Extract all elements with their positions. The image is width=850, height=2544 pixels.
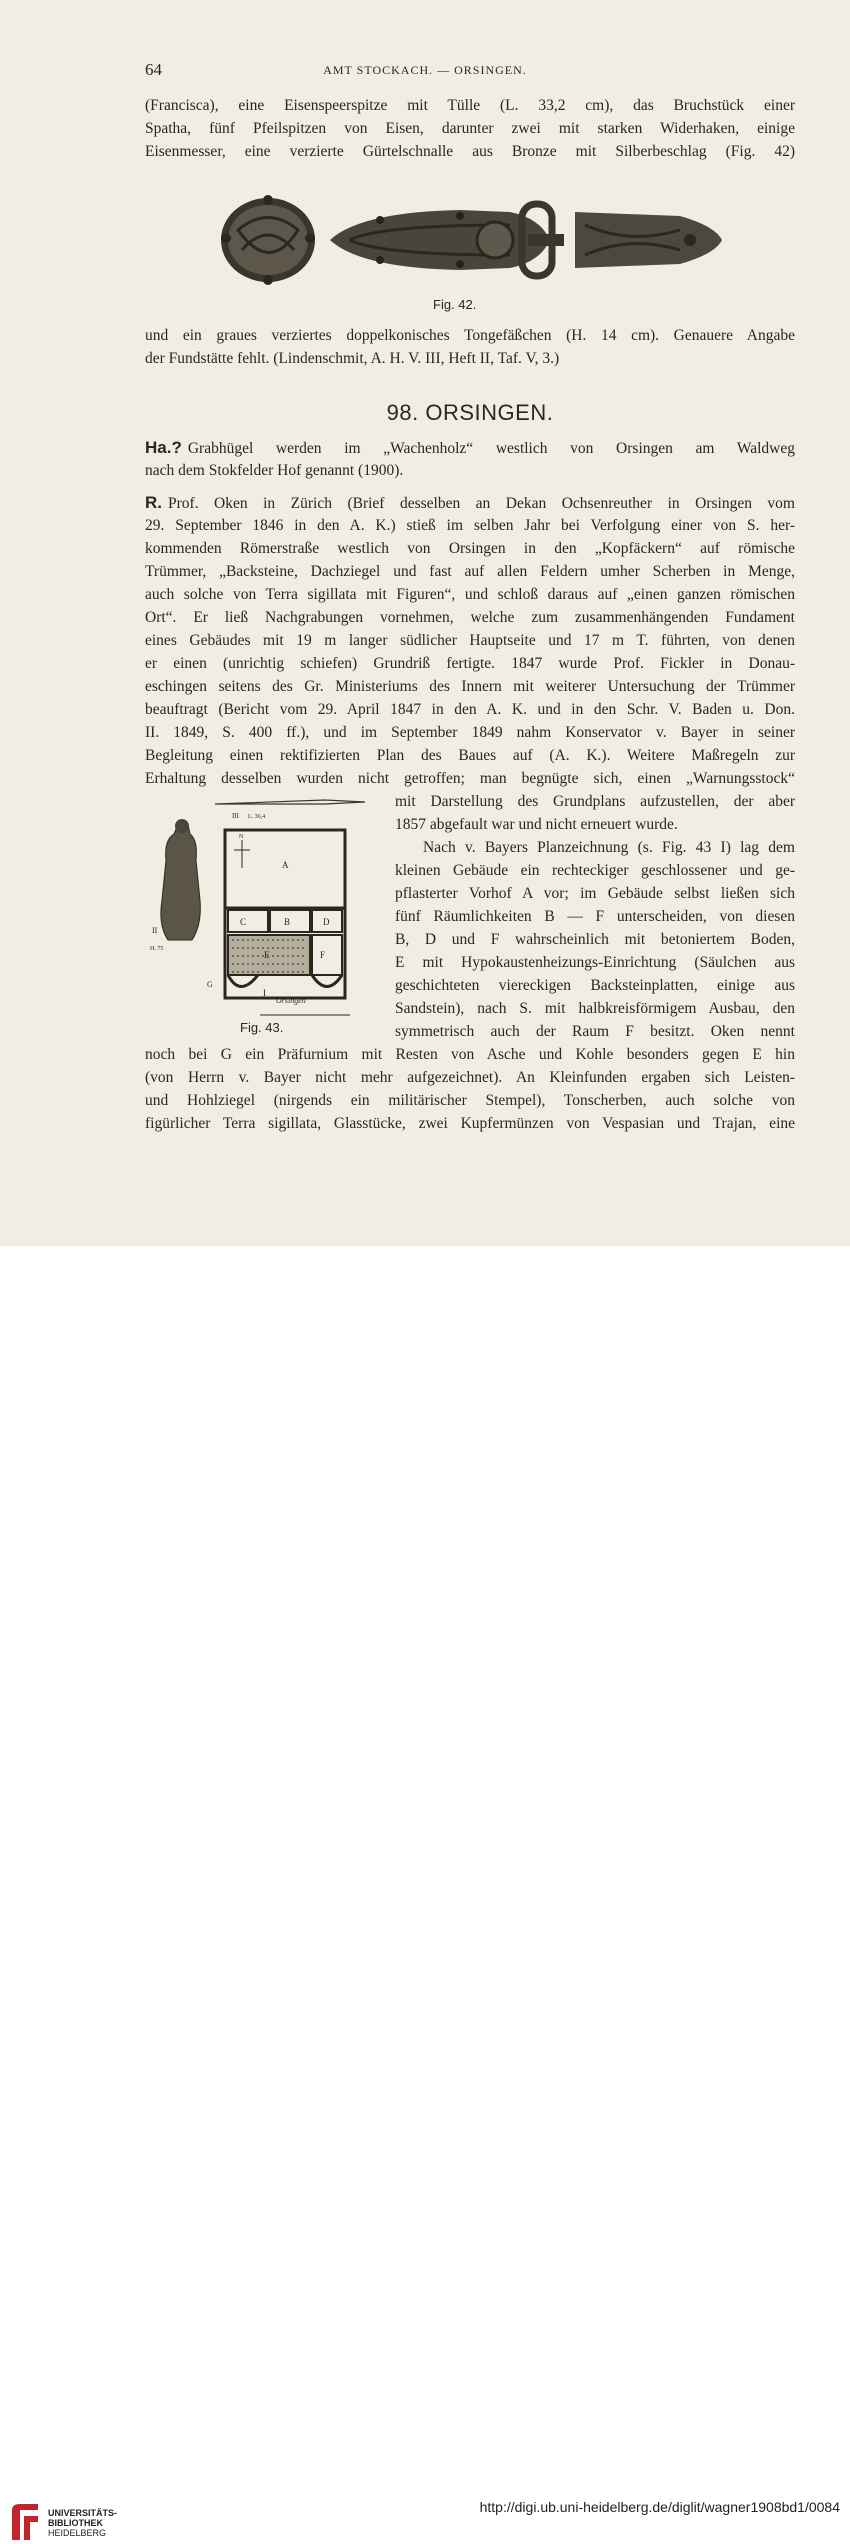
fig43-label-c: C (240, 917, 247, 927)
r-line-3: kommenden Römerstraße westlich von Orsingen in den „Kopfäckern“ auf römische (145, 540, 795, 557)
ha-line-1 (145, 437, 795, 461)
fig43-caption: Fig. 43. (240, 1020, 284, 1035)
bayer-full-line-3: und Hohlziegel (nirgends ein militärischer Stempel), Tonscherben, auch solche von (145, 1092, 795, 1109)
r-line-13: Erhaltung desselben wurden nicht getroffen; man begnügte sich, einen „Warnungsstock“ (145, 770, 795, 787)
fig43-label-b: B (284, 917, 291, 927)
fig43-label-ii: II (152, 926, 158, 935)
fig43-label-i: I (263, 988, 266, 998)
fig43-label-scale: L. 36,4 (248, 814, 266, 820)
bayer-line-5: B, D und F wahrscheinlich mit betoniertem Boden, (395, 931, 795, 948)
bayer-line-6: E mit Hypokaustenheizungs-Einrichtung (Säulchen aus (395, 954, 795, 971)
library-name-line-2: BIBLIOTHEK (48, 2518, 103, 2528)
library-logo-icon (8, 2500, 42, 2544)
fig42-caption: Fig. 42. (433, 297, 477, 312)
fig43-label-f: F (320, 950, 326, 960)
bayer-full-line-1: noch bei G ein Präfurnium mit Resten von Asche und Kohle besonders gegen E hin (145, 1046, 795, 1063)
r-line-11: II. 1849, S. 400 ff.), und im September 1849 nahm Konservator v. Bayer in seiner (145, 724, 795, 741)
r-line-8: er einen (unrichtig schiefen) Grundriß fertigte. 1847 wurde Prof. Fickler in Donau- (145, 655, 795, 672)
running-title: AMT STOCKACH. — ORSINGEN. (323, 63, 527, 77)
fig43-label-d: D (323, 917, 330, 927)
ha-mark: Ha.? (145, 438, 182, 457)
section-title: 98. ORSINGEN. (386, 400, 554, 425)
r-narrow-line-2: 1857 abgefault war und nicht erneuert wurde. (395, 816, 678, 833)
bayer-line-8: Sandstein), nach S. mit halbkreisförmigem Ausbau, den (395, 1000, 795, 1017)
scanned-page (0, 0, 850, 1246)
bayer-line-9: symmetrisch auch der Raum F besitzt. Oken nennt (395, 1023, 795, 1040)
footer-bar (0, 1246, 850, 2538)
after-fig-line-1: und ein graues verziertes doppelkonisches Tongefäßchen (H. 14 cm). Genauere Angabe (145, 327, 795, 344)
r-line-6: Ort“. Er ließ Nachgrabungen vornehmen, welche zum zusammenhängenden Fundament (145, 609, 795, 626)
fig43-label-height: H. 75 (150, 946, 164, 952)
library-name-line-3: HEIDELBERG (48, 2528, 107, 2538)
fig43-label-place: Orsingen (276, 996, 306, 1005)
bayer-line-4: fünf Räumlichkeiten B — F unterscheiden, von diesen (395, 908, 795, 925)
r-narrow-line-1: mit Darstellung des Grundplans aufzustellen, der aber (395, 793, 795, 810)
r-line-12: Begleitung einen rektifizierten Plan des Baues auf (A. K.). Weitere Maßregeln zur (145, 747, 795, 764)
permalink-url[interactable]: http://digi.ub.uni-heidelberg.de/diglit/wagner1908bd1/0084 (479, 2499, 840, 2515)
bayer-line-2: kleinen Gebäude ein rechteckiger geschlossener und ge- (395, 862, 795, 879)
bayer-line-3: pflasterter Vorhof A vor; im Gebäude selbst ließen sich (395, 885, 795, 902)
r-line-10: beauftragt (Bericht vom 29. April 1847 in den A. K. und in den Schr. V. Baden u. Don. (145, 701, 795, 718)
page-number: 64 (145, 60, 162, 79)
ha-line-1-text: Grabhügel werden im „Wachenholz“ westlich von Orsingen am Waldweg (187, 440, 795, 457)
fig43-label-g: G (207, 980, 213, 989)
bayer-line-1: Nach v. Bayers Planzeichnung (s. Fig. 43 I) lag dem (423, 839, 795, 856)
bayer-line-7: geschichteten viereckigen Backsteinplatten, einige aus (395, 977, 795, 994)
library-name (48, 2508, 117, 2538)
intro-line-2: Spatha, fünf Pfeilspitzen von Eisen, darunter zwei mit starken Widerhaken, einige (145, 120, 795, 137)
fig43-label-n: N (239, 834, 244, 840)
fig42-buckle-image (210, 190, 730, 290)
ha-line-2: nach dem Stokfelder Hof genannt (1900). (145, 462, 404, 479)
r-line-9: eschingen seitens des Gr. Ministeriums des Innern mit weiterer Untersuchung der Trümmer (145, 678, 795, 695)
intro-line-1: (Francisca), eine Eisenspeerspitze mit Tülle (L. 33,2 cm), das Bruchstück einer (145, 97, 795, 114)
fig43-label-e: E (264, 950, 270, 960)
r-line-1-text: Prof. Oken in Zürich (Brief desselben an Dekan Ochsenreuther in Orsingen vom (168, 495, 795, 512)
r-line-1 (145, 492, 795, 516)
fig43-label-a: A (282, 860, 289, 870)
r-line-5: auch solche von Terra sigillata mit Figuren“, und schloß daraus auf „einen ganzen römischen (145, 586, 795, 603)
fig43-label-iii: III (232, 812, 239, 820)
after-fig-line-2: der Fundstätte fehlt. (Lindenschmit, A. H. V. III, Heft II, Taf. V, 3.) (145, 350, 560, 367)
r-mark: R. (145, 493, 162, 512)
intro-line-3: Eisenmesser, eine verzierte Gürtelschnalle aus Bronze mit Silberbeschlag (Fig. 42) (145, 143, 795, 160)
bayer-full-line-2: (von Herrn v. Bayer nicht mehr aufgezeichnet). An Kleinfunden ergaben sich Leisten- (145, 1069, 795, 1086)
r-line-4: Trümmer, „Backsteine, Dachziegel und fast auf allen Feldern umher Scherben in Menge, (145, 563, 795, 580)
r-line-2: 29. September 1846 in den A. K.) stieß im selben Jahr bei Verfolgung einer von S. her- (145, 517, 795, 534)
fig43-plan-drawing (140, 790, 380, 1030)
r-line-7: eines Gebäudes mit 19 m langer südlicher Hauptseite und 17 m T. führten, von denen (145, 632, 795, 649)
library-name-line-1: UNIVERSITÄTS- (48, 2508, 118, 2518)
bayer-full-line-4: figürlicher Terra sigillata, Glasstücke, zwei Kupfermünzen von Vespasian und Trajan, eine (145, 1115, 795, 1132)
